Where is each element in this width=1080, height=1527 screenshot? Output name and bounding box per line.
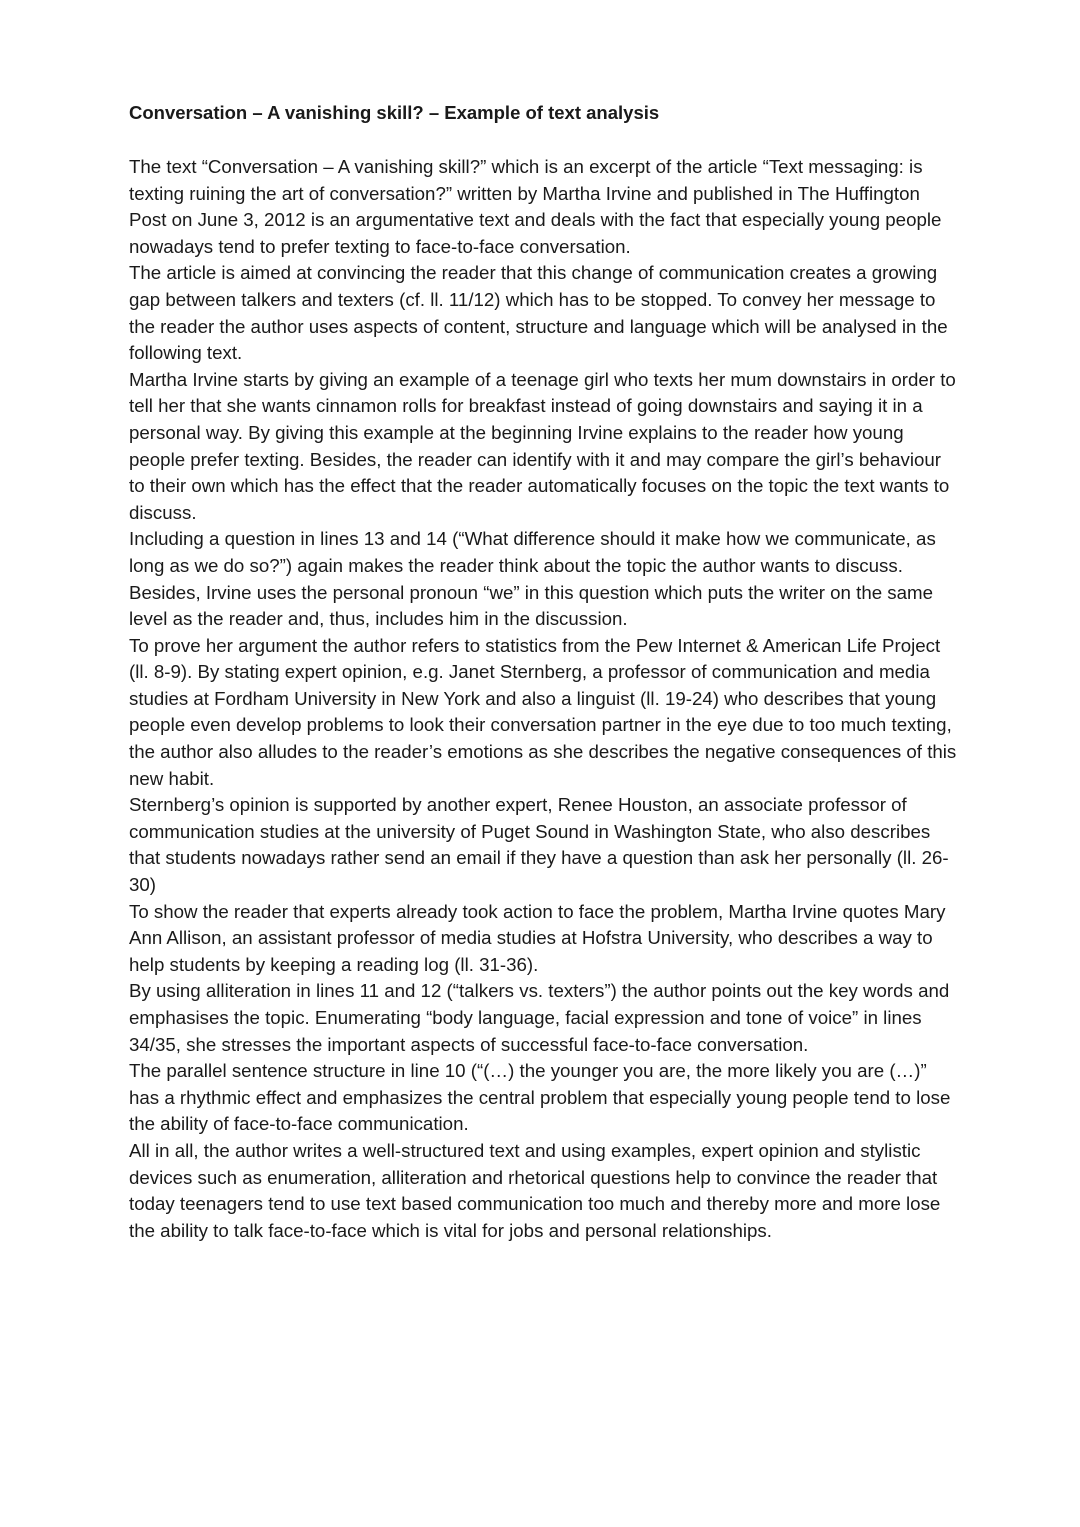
paragraph-thesis: The article is aimed at convincing the reader that this change of communication creates a growing gap between talkers and texters (cf. ll. 11/12) which has to be stopped. To convey her message to the reader the author uses aspects of content, structure and language which will be analysed in the following text. [129, 262, 948, 364]
paragraph-example: Martha Irvine starts by giving an example of a teenage girl who texts her mum downstairs in order to tell her that she wants cinnamon rolls for breakfast instead of going downstairs and saying it in a personal way. By giving this example at the beginning Irvine explains to the reader how young people prefer texting. Besides, the reader can identify with it and may compare the girl’s behaviour to their own which has the effect that the reader automatically focuses on the topic the text wants to discuss. [129, 368, 956, 523]
paragraph-conclusion: All in all, the author writes a well-structured text and using examples, expert opinion and stylistic devices such as enumeration, alliteration and rhetorical questions help to convince the reader that today teenagers tend to use text based communication too much and thereby more and more lose the ability to talk face-to-face which is vital for jobs and personal relationships. [129, 1139, 941, 1241]
document-title: Conversation – A vanishing skill? – Example of text analysis [129, 102, 660, 123]
paragraph-third-expert: To show the reader that experts already took action to face the problem, Martha Irvine quotes Mary Ann Allison, an assistant professor of media studies at Hofstra University, who describes a way to help students by keeping a reading log (ll. 31-36). [129, 900, 946, 975]
document-page [129, 100, 959, 1244]
paragraph-parallelism: The parallel sentence structure in line 10 (“(…) the younger you are, the more likely you are (…)” has a rhythmic effect and emphasizes the central problem that especially young people tend to lose the ability of face-to-face communication. [129, 1060, 951, 1135]
paragraph-second-expert: Sternberg’s opinion is supported by another expert, Renee Houston, an associate professor of communication studies at the university of Puget Sound in Washington State, who also describes that students nowadays rather send an email if they have a question than ask her personally (ll. 26-30) [129, 794, 949, 896]
paragraph-question: Including a question in lines 13 and 14 (“What difference should it make how we communicate, as long as we do so?”) again makes the reader think about the topic the author wants to discuss. Besides, Irvine uses the personal pronoun “we” in this question which puts the writer on the same level as the reader and, thus, includes him in the discussion. [129, 528, 936, 630]
paragraph-introduction: The text “Conversation – A vanishing skill?” which is an excerpt of the article “Text messaging: is texting ruining the art of conversation?” written by Martha Irvine and published in The Huffington Post on June 3, 2012 is an argumentative text and deals with the fact that especially young people nowadays tend to prefer texting to face-to-face conversation. [129, 156, 942, 257]
paragraph-statistics: To prove her argument the author refers to statistics from the Pew Internet & American Life Project (ll. 8-9). By stating expert opinion, e.g. Janet Sternberg, a professor of communication and media studies at Fordham University in New York and also a linguist (ll. 19-24) who describes that young people even develop problems to look their conversation partner in the eye due to too much texting, the author also alludes to the reader’s emotions as she describes the negative consequences of this new habit. [129, 634, 957, 789]
paragraph-alliteration: By using alliteration in lines 11 and 12 (“talkers vs. texters”) the author points out the key words and emphasises the topic. Enumerating “body language, facial expression and tone of voice” in lines 34/35, she stresses the important aspects of successful face-to-face conversation. [129, 980, 950, 1055]
